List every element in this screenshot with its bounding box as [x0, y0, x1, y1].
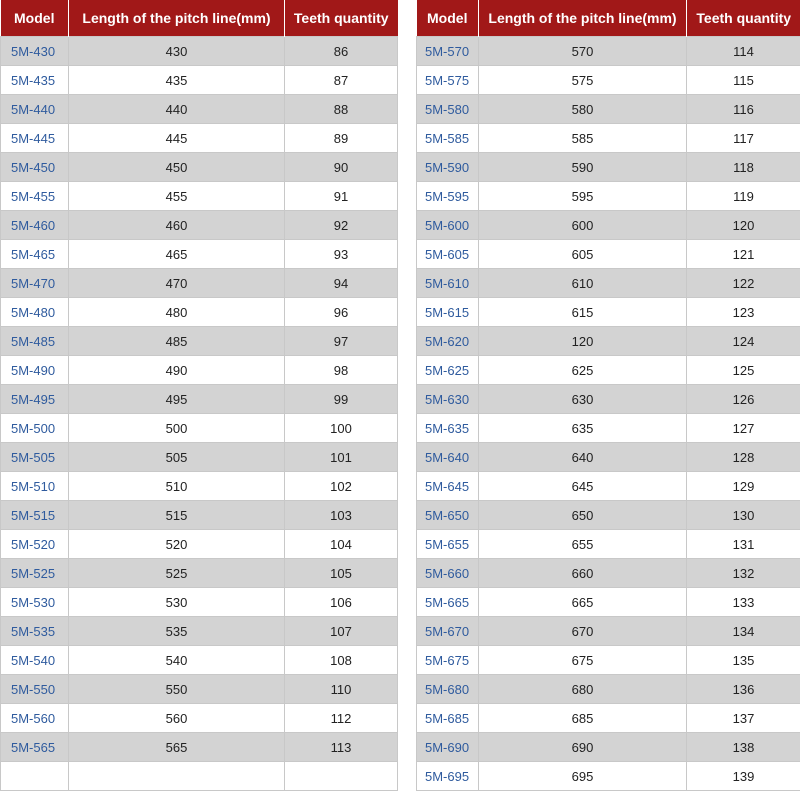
teeth-cell: 100: [285, 414, 398, 443]
model-cell: 5M-590: [417, 153, 479, 182]
model-cell: 5M-685: [417, 704, 479, 733]
table-row: [417, 501, 800, 530]
teeth-cell: 116: [687, 95, 800, 124]
length-cell: 680: [479, 675, 687, 704]
model-cell: 5M-480: [1, 298, 69, 327]
length-cell: 645: [479, 472, 687, 501]
teeth-cell: 107: [285, 617, 398, 646]
teeth-cell: 126: [687, 385, 800, 414]
model-cell: 5M-535: [1, 617, 69, 646]
length-cell: 435: [69, 66, 285, 95]
length-cell: 550: [69, 675, 285, 704]
table-row: [417, 240, 800, 269]
length-cell: 525: [69, 559, 285, 588]
teeth-cell: 103: [285, 501, 398, 530]
teeth-cell: 118: [687, 153, 800, 182]
table-row: [417, 298, 800, 327]
table-row: [417, 124, 800, 153]
table-row: [1, 646, 398, 675]
length-cell: 640: [479, 443, 687, 472]
empty-row: [1, 762, 398, 791]
teeth-cell: 137: [687, 704, 800, 733]
table-row: [417, 559, 800, 588]
length-cell: 690: [479, 733, 687, 762]
table-row: [1, 124, 398, 153]
table-row: [1, 327, 398, 356]
teeth-cell: 106: [285, 588, 398, 617]
length-cell: 695: [479, 762, 687, 791]
model-cell: 5M-650: [417, 501, 479, 530]
teeth-cell: 105: [285, 559, 398, 588]
teeth-cell: 124: [687, 327, 800, 356]
table-row: [1, 472, 398, 501]
table-row: [1, 588, 398, 617]
header-model: Model: [1, 0, 69, 37]
table-row: [1, 298, 398, 327]
length-cell: 500: [69, 414, 285, 443]
teeth-cell: 133: [687, 588, 800, 617]
teeth-cell: 117: [687, 124, 800, 153]
model-cell: 5M-645: [417, 472, 479, 501]
model-cell: 5M-540: [1, 646, 69, 675]
length-cell: 560: [69, 704, 285, 733]
model-cell: 5M-445: [1, 124, 69, 153]
table-row: [417, 385, 800, 414]
teeth-cell: 131: [687, 530, 800, 559]
length-cell: 650: [479, 501, 687, 530]
table-row: [1, 153, 398, 182]
length-cell: 120: [479, 327, 687, 356]
header-teeth: Teeth quantity: [687, 0, 800, 37]
table-row: [417, 356, 800, 385]
teeth-cell: 138: [687, 733, 800, 762]
teeth-cell: 86: [285, 37, 398, 66]
model-cell: 5M-490: [1, 356, 69, 385]
model-cell: 5M-655: [417, 530, 479, 559]
teeth-cell: 108: [285, 646, 398, 675]
length-cell: 520: [69, 530, 285, 559]
length-cell: 450: [69, 153, 285, 182]
model-cell: 5M-570: [417, 37, 479, 66]
table-row: [417, 443, 800, 472]
teeth-cell: 98: [285, 356, 398, 385]
model-cell: 5M-600: [417, 211, 479, 240]
model-cell: 5M-530: [1, 588, 69, 617]
model-cell: 5M-435: [1, 66, 69, 95]
table-row: [1, 443, 398, 472]
model-cell: 5M-430: [1, 37, 69, 66]
length-cell: 565: [69, 733, 285, 762]
belt-spec-table-left: [0, 0, 398, 791]
model-cell: 5M-640: [417, 443, 479, 472]
model-cell: 5M-465: [1, 240, 69, 269]
length-cell: 460: [69, 211, 285, 240]
teeth-cell: 112: [285, 704, 398, 733]
length-cell: 580: [479, 95, 687, 124]
teeth-cell: 130: [687, 501, 800, 530]
length-cell: 630: [479, 385, 687, 414]
table-row: [417, 211, 800, 240]
model-cell: 5M-470: [1, 269, 69, 298]
teeth-cell: 91: [285, 182, 398, 211]
model-cell: 5M-485: [1, 327, 69, 356]
table-row: [417, 733, 800, 762]
table-row: [417, 762, 800, 791]
length-cell: 665: [479, 588, 687, 617]
length-cell: 685: [479, 704, 687, 733]
length-cell: 605: [479, 240, 687, 269]
table-row: [1, 414, 398, 443]
length-cell: 655: [479, 530, 687, 559]
teeth-cell: 122: [687, 269, 800, 298]
model-cell: 5M-515: [1, 501, 69, 530]
model-cell: 5M-585: [417, 124, 479, 153]
table-row: [417, 588, 800, 617]
model-cell: 5M-455: [1, 182, 69, 211]
teeth-cell: 104: [285, 530, 398, 559]
table-row: [417, 66, 800, 95]
length-cell: 430: [69, 37, 285, 66]
length-cell: 530: [69, 588, 285, 617]
table-row: [417, 646, 800, 675]
length-cell: 670: [479, 617, 687, 646]
table-row: [417, 472, 800, 501]
table-header-row: [417, 0, 800, 37]
model-cell: 5M-670: [417, 617, 479, 646]
table-header-row: [1, 0, 398, 37]
table-row: [417, 675, 800, 704]
model-cell: 5M-505: [1, 443, 69, 472]
length-cell: 575: [479, 66, 687, 95]
teeth-cell: 119: [687, 182, 800, 211]
model-cell: 5M-525: [1, 559, 69, 588]
teeth-cell: 101: [285, 443, 398, 472]
teeth-cell: 134: [687, 617, 800, 646]
model-cell: 5M-550: [1, 675, 69, 704]
length-cell: 440: [69, 95, 285, 124]
length-cell: 570: [479, 37, 687, 66]
length-cell: 470: [69, 269, 285, 298]
teeth-cell: 115: [687, 66, 800, 95]
table-row: [1, 385, 398, 414]
table-row: [1, 617, 398, 646]
length-cell: 610: [479, 269, 687, 298]
table-row: [417, 153, 800, 182]
model-cell: 5M-520: [1, 530, 69, 559]
model-cell: 5M-510: [1, 472, 69, 501]
header-model: Model: [417, 0, 479, 37]
teeth-cell: 110: [285, 675, 398, 704]
table-row: [1, 704, 398, 733]
header-length: Length of the pitch line(mm): [479, 0, 687, 37]
teeth-cell: 128: [687, 443, 800, 472]
model-cell: 5M-580: [417, 95, 479, 124]
model-cell: 5M-620: [417, 327, 479, 356]
table-row: [1, 182, 398, 211]
empty-cell: [69, 762, 285, 791]
length-cell: 465: [69, 240, 285, 269]
length-cell: 585: [479, 124, 687, 153]
teeth-cell: 87: [285, 66, 398, 95]
model-cell: 5M-560: [1, 704, 69, 733]
teeth-cell: 121: [687, 240, 800, 269]
teeth-cell: 89: [285, 124, 398, 153]
length-cell: 505: [69, 443, 285, 472]
teeth-cell: 88: [285, 95, 398, 124]
teeth-cell: 96: [285, 298, 398, 327]
table-row: [1, 95, 398, 124]
table-row: [1, 356, 398, 385]
length-cell: 635: [479, 414, 687, 443]
table-row: [1, 269, 398, 298]
table-row: [1, 37, 398, 66]
table-row: [417, 530, 800, 559]
teeth-cell: 113: [285, 733, 398, 762]
model-cell: 5M-605: [417, 240, 479, 269]
teeth-cell: 99: [285, 385, 398, 414]
length-cell: 615: [479, 298, 687, 327]
table-row: [1, 240, 398, 269]
teeth-cell: 123: [687, 298, 800, 327]
model-cell: 5M-660: [417, 559, 479, 588]
length-cell: 535: [69, 617, 285, 646]
model-cell: 5M-500: [1, 414, 69, 443]
length-cell: 600: [479, 211, 687, 240]
length-cell: 455: [69, 182, 285, 211]
model-cell: 5M-635: [417, 414, 479, 443]
model-cell: 5M-565: [1, 733, 69, 762]
teeth-cell: 136: [687, 675, 800, 704]
teeth-cell: 139: [687, 762, 800, 791]
teeth-cell: 132: [687, 559, 800, 588]
table-row: [1, 733, 398, 762]
model-cell: 5M-695: [417, 762, 479, 791]
model-cell: 5M-460: [1, 211, 69, 240]
table-row: [1, 211, 398, 240]
table-row: [417, 327, 800, 356]
teeth-cell: 114: [687, 37, 800, 66]
table-row: [1, 66, 398, 95]
belt-spec-table-right: [416, 0, 800, 791]
length-cell: 540: [69, 646, 285, 675]
model-cell: 5M-495: [1, 385, 69, 414]
length-cell: 625: [479, 356, 687, 385]
model-cell: 5M-610: [417, 269, 479, 298]
length-cell: 515: [69, 501, 285, 530]
length-cell: 480: [69, 298, 285, 327]
teeth-cell: 102: [285, 472, 398, 501]
table-row: [1, 501, 398, 530]
teeth-cell: 129: [687, 472, 800, 501]
teeth-cell: 125: [687, 356, 800, 385]
teeth-cell: 120: [687, 211, 800, 240]
model-cell: 5M-690: [417, 733, 479, 762]
teeth-cell: 94: [285, 269, 398, 298]
table-row: [417, 95, 800, 124]
header-teeth: Teeth quantity: [285, 0, 398, 37]
model-cell: 5M-665: [417, 588, 479, 617]
length-cell: 495: [69, 385, 285, 414]
length-cell: 675: [479, 646, 687, 675]
model-cell: 5M-630: [417, 385, 479, 414]
header-length: Length of the pitch line(mm): [69, 0, 285, 37]
empty-cell: [285, 762, 398, 791]
teeth-cell: 127: [687, 414, 800, 443]
model-cell: 5M-615: [417, 298, 479, 327]
model-cell: 5M-680: [417, 675, 479, 704]
length-cell: 595: [479, 182, 687, 211]
empty-cell: [1, 762, 69, 791]
model-cell: 5M-625: [417, 356, 479, 385]
teeth-cell: 135: [687, 646, 800, 675]
length-cell: 485: [69, 327, 285, 356]
model-cell: 5M-575: [417, 66, 479, 95]
table-row: [417, 37, 800, 66]
length-cell: 660: [479, 559, 687, 588]
model-cell: 5M-440: [1, 95, 69, 124]
teeth-cell: 90: [285, 153, 398, 182]
table-row: [417, 617, 800, 646]
model-cell: 5M-595: [417, 182, 479, 211]
teeth-cell: 92: [285, 211, 398, 240]
length-cell: 510: [69, 472, 285, 501]
model-cell: 5M-450: [1, 153, 69, 182]
table-row: [417, 414, 800, 443]
length-cell: 445: [69, 124, 285, 153]
table-row: [417, 269, 800, 298]
teeth-cell: 97: [285, 327, 398, 356]
table-row: [1, 559, 398, 588]
table-row: [417, 704, 800, 733]
table-row: [1, 675, 398, 704]
teeth-cell: 93: [285, 240, 398, 269]
table-row: [417, 182, 800, 211]
length-cell: 490: [69, 356, 285, 385]
model-cell: 5M-675: [417, 646, 479, 675]
table-row: [1, 530, 398, 559]
length-cell: 590: [479, 153, 687, 182]
